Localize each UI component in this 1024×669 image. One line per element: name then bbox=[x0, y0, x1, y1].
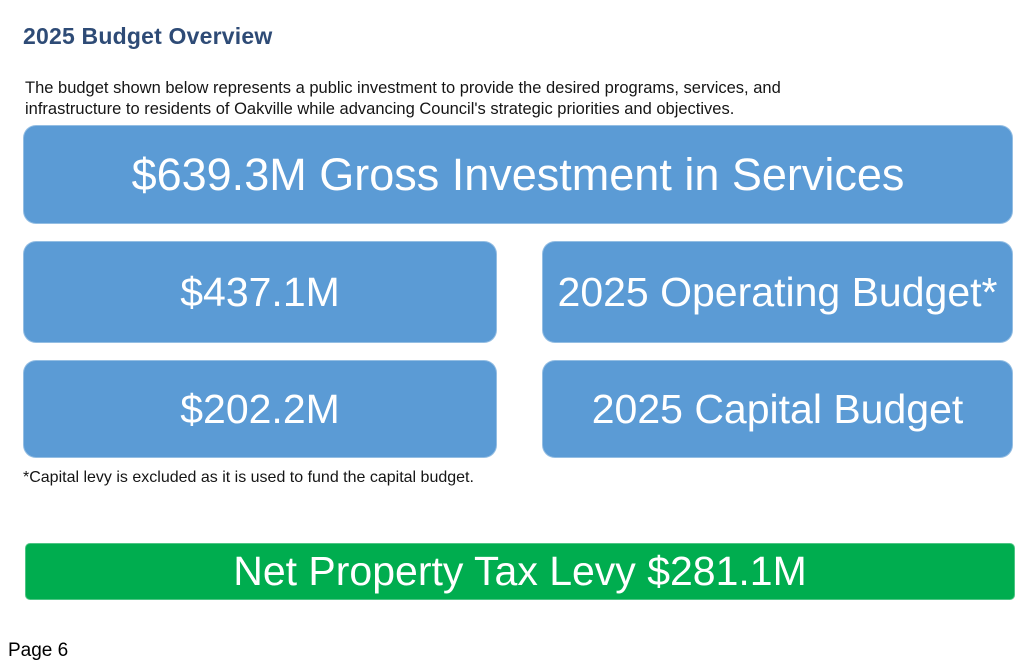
capital-amount-label: $202.2M bbox=[180, 385, 340, 432]
gross-investment-label: $639.3M Gross Investment in Services bbox=[131, 148, 905, 200]
operating-amount-box bbox=[23, 241, 497, 343]
page-title: 2025 Budget Overview bbox=[23, 23, 273, 50]
intro-line-1: The budget shown below represents a public investment to provide the desired programs, services, and bbox=[25, 78, 781, 97]
capital-budget-box bbox=[542, 360, 1013, 458]
capital-budget-label: 2025 Capital Budget bbox=[591, 385, 964, 432]
capital-amount-box bbox=[23, 360, 497, 458]
net-property-tax-levy-box bbox=[25, 543, 1015, 600]
intro-paragraph bbox=[25, 78, 781, 121]
page-number: Page 6 bbox=[8, 640, 69, 661]
gross-investment-box bbox=[23, 125, 1013, 224]
intro-line-2: infrastructure to residents of Oakville while advancing Council's strategic priorities and objectives. bbox=[25, 100, 735, 118]
operating-amount-label: $437.1M bbox=[180, 268, 340, 315]
operating-budget-label: 2025 Operating Budget* bbox=[557, 268, 998, 315]
net-property-tax-levy-label: Net Property Tax Levy $281.1M bbox=[233, 548, 807, 594]
operating-budget-box bbox=[542, 241, 1013, 343]
capital-levy-footnote: *Capital levy is excluded as it is used to fund the capital budget. bbox=[23, 469, 474, 486]
